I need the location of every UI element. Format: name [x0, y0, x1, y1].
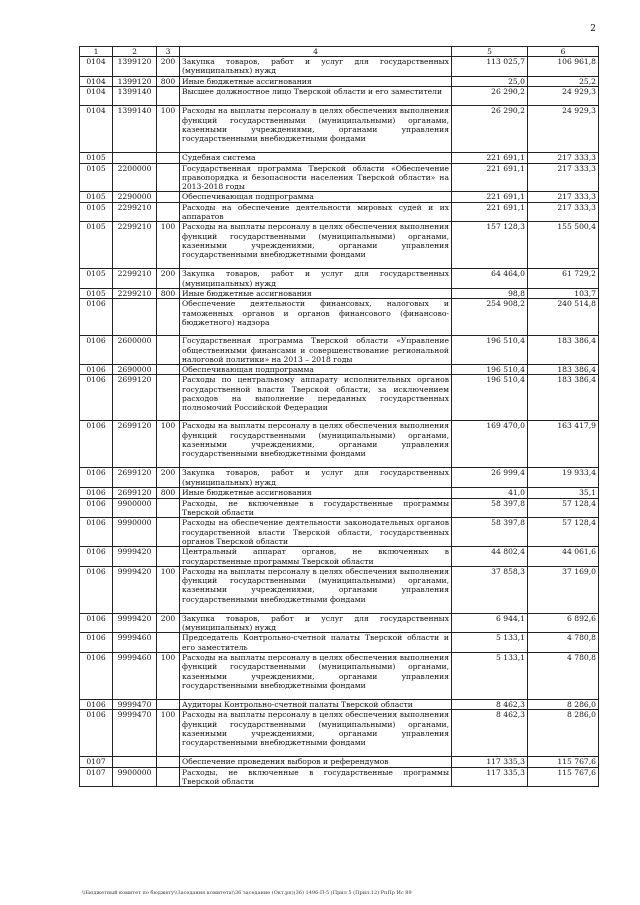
cell-target-code: 2699120: [113, 468, 157, 488]
cell-amount-planned: 157 128,3: [452, 222, 528, 269]
cell-amount-planned: 221 691,1: [452, 153, 528, 163]
cell-target-code: 2690000: [113, 365, 157, 375]
table-row: [80, 653, 599, 700]
cell-description: Расходы на обеспечение деятельности мировых судей и их аппаратов: [180, 202, 452, 222]
cell-amount-planned: 98,8: [452, 288, 528, 298]
cell-target-code: 1399140: [113, 87, 157, 106]
cell-expense-type: 100: [157, 421, 180, 468]
table-row: [80, 106, 599, 153]
cell-amount-planned: 169 470,0: [452, 421, 528, 468]
cell-amount-planned: 196 510,4: [452, 375, 528, 421]
cell-amount-planned: 196 510,4: [452, 365, 528, 375]
table-row: [80, 192, 599, 202]
table-row: [80, 488, 599, 498]
cell-target-code: 9999420: [113, 613, 157, 633]
cell-expense-type: [157, 633, 180, 653]
cell-amount-planned: 58 397,8: [452, 498, 528, 518]
cell-amount-planned: 8 462,3: [452, 710, 528, 757]
cell-description: Иные бюджетные ассигнования: [180, 288, 452, 298]
cell-expense-type: [157, 757, 180, 767]
cell-description: Обеспечение деятельности финансовых, налоговых и таможенных органов и органов финансового (финансово-бюджетного) надзора: [180, 299, 452, 336]
cell-description: Расходы на выплаты персоналу в целях обеспечения выполнения функций государственными (муниципальными) органами, казенными учреждениями, органами управления государственными внебюджетными фондами: [180, 566, 452, 613]
cell-section-code: 0107: [80, 767, 113, 787]
cell-section-code: 0106: [80, 518, 113, 547]
cell-target-code: 1399120: [113, 77, 157, 87]
cell-section-code: 0107: [80, 757, 113, 767]
table-row: [80, 163, 599, 192]
cell-amount-planned: 26 999,4: [452, 468, 528, 488]
cell-amount-executed: 217 333,3: [528, 153, 599, 163]
cell-section-code: 0106: [80, 653, 113, 700]
cell-amount-planned: 64 464,0: [452, 269, 528, 289]
cell-expense-type: [157, 163, 180, 192]
cell-target-code: 9999460: [113, 653, 157, 700]
cell-expense-type: 200: [157, 57, 180, 77]
cell-description: Расходы на выплаты персоналу в целях обеспечения выполнения функций государственными (муниципальными) органами, казенными учреждениями, органами управления государственными внебюджетными фондами: [180, 710, 452, 757]
cell-description: Расходы на выплаты персоналу в целях обеспечения выполнения функций государственными (муниципальными) органами, казенными учреждениями, органами управления государственными внебюджетными фондами: [180, 653, 452, 700]
cell-description: Государственная программа Тверской области «Обеспечение правопорядка и безопасности населения Тверской области» на 2013-2018 годы: [180, 163, 452, 192]
cell-amount-executed: 115 767,6: [528, 767, 599, 787]
cell-description: Расходы на выплаты персоналу в целях обеспечения выполнения функций государственными (муниципальными) органами, казенными учреждениями, органами управления государственными внебюджетными фондами: [180, 222, 452, 269]
cell-amount-executed: 183 386,4: [528, 375, 599, 421]
cell-amount-planned: 117 335,3: [452, 757, 528, 767]
cell-description: Закупка товаров, работ и услуг для государственных (муниципальных) нужд: [180, 613, 452, 633]
cell-amount-planned: 41,0: [452, 488, 528, 498]
cell-section-code: 0106: [80, 710, 113, 757]
cell-description: Обеспечивающая подпрограмма: [180, 192, 452, 202]
cell-expense-type: 800: [157, 77, 180, 87]
cell-section-code: 0106: [80, 613, 113, 633]
cell-expense-type: [157, 336, 180, 365]
cell-expense-type: 100: [157, 710, 180, 757]
cell-expense-type: [157, 375, 180, 421]
cell-expense-type: [157, 767, 180, 787]
cell-description: Центральный аппарат органов, не включенных в государственные программы Тверской области: [180, 547, 452, 567]
cell-section-code: 0104: [80, 77, 113, 87]
cell-target-code: 9999420: [113, 566, 157, 613]
table-row: [80, 613, 599, 633]
cell-amount-executed: 4 780,8: [528, 653, 599, 700]
cell-target-code: 2290000: [113, 192, 157, 202]
cell-amount-executed: 103,7: [528, 288, 599, 298]
cell-section-code: 0106: [80, 468, 113, 488]
cell-description: Закупка товаров, работ и услуг для государственных (муниципальных) нужд: [180, 269, 452, 289]
cell-expense-type: [157, 192, 180, 202]
table-row: [80, 498, 599, 518]
table-row: [80, 57, 599, 77]
table-row: [80, 269, 599, 289]
header-col-4: 4: [180, 47, 452, 57]
cell-amount-planned: 37 858,3: [452, 566, 528, 613]
cell-description: Обеспечение проведения выборов и референдумов: [180, 757, 452, 767]
cell-amount-planned: 221 691,1: [452, 163, 528, 192]
cell-amount-planned: 221 691,1: [452, 192, 528, 202]
cell-amount-executed: 24 929,3: [528, 106, 599, 153]
cell-amount-planned: 5 133,1: [452, 653, 528, 700]
cell-amount-executed: 106 961,8: [528, 57, 599, 77]
cell-section-code: 0106: [80, 547, 113, 567]
cell-amount-executed: 115 767,6: [528, 757, 599, 767]
table-row: [80, 336, 599, 365]
cell-target-code: 2600000: [113, 336, 157, 365]
cell-section-code: 0105: [80, 163, 113, 192]
cell-section-code: 0104: [80, 57, 113, 77]
table-row: [80, 222, 599, 269]
cell-amount-planned: 8 462,3: [452, 700, 528, 710]
cell-target-code: 9999420: [113, 547, 157, 567]
cell-section-code: 0105: [80, 222, 113, 269]
table-row: [80, 87, 599, 106]
table-row: [80, 518, 599, 547]
cell-amount-executed: 19 933,4: [528, 468, 599, 488]
cell-amount-executed: 183 386,4: [528, 336, 599, 365]
cell-section-code: 0105: [80, 202, 113, 222]
cell-amount-executed: 57 128,4: [528, 498, 599, 518]
cell-target-code: 1399140: [113, 106, 157, 153]
cell-target-code: 9999470: [113, 700, 157, 710]
header-col-1: 1: [80, 47, 113, 57]
table-row: [80, 365, 599, 375]
cell-description: Расходы, не включенные в государственные программы Тверской области: [180, 498, 452, 518]
cell-description: Расходы, не включенные в государственные программы Тверской области: [180, 767, 452, 787]
cell-section-code: 0106: [80, 488, 113, 498]
cell-amount-executed: 8 286,0: [528, 710, 599, 757]
cell-target-code: 2699120: [113, 488, 157, 498]
table-row: [80, 77, 599, 87]
header-col-6: 6: [528, 47, 599, 57]
cell-expense-type: [157, 547, 180, 567]
cell-section-code: 0106: [80, 498, 113, 518]
cell-amount-planned: 5 133,1: [452, 633, 528, 653]
cell-description: Расходы на выплаты персоналу в целях обеспечения выполнения функций государственными (муниципальными) органами, казенными учреждениями, органами управления государственными внебюджетными фондами: [180, 421, 452, 468]
cell-expense-type: 200: [157, 613, 180, 633]
cell-expense-type: 100: [157, 653, 180, 700]
cell-section-code: 0106: [80, 365, 113, 375]
header-col-3: 3: [157, 47, 180, 57]
cell-amount-executed: 155 500,4: [528, 222, 599, 269]
cell-description: Аудиторы Контрольно-счетной палаты Тверской области: [180, 700, 452, 710]
cell-expense-type: 100: [157, 106, 180, 153]
cell-amount-executed: 35,1: [528, 488, 599, 498]
cell-amount-executed: 217 333,3: [528, 163, 599, 192]
table-row: [80, 153, 599, 163]
cell-expense-type: [157, 365, 180, 375]
footer-path: \\Бюджетный комитет по бюджету\\Заседания комитета\\36 заседание (Окт.рп)(36) 1496-П-5 (Прил 5 (Прил.12) РпПр Ис 89: [82, 890, 412, 896]
cell-expense-type: 100: [157, 222, 180, 269]
table-body: [80, 57, 599, 787]
cell-expense-type: 800: [157, 288, 180, 298]
header-col-2: 2: [113, 47, 157, 57]
cell-expense-type: [157, 153, 180, 163]
cell-amount-planned: 44 802,4: [452, 547, 528, 567]
header-col-5: 5: [452, 47, 528, 57]
cell-amount-executed: 4 780,8: [528, 633, 599, 653]
cell-amount-planned: 117 335,3: [452, 767, 528, 787]
cell-expense-type: [157, 700, 180, 710]
cell-amount-executed: 61 729,2: [528, 269, 599, 289]
cell-target-code: 2299210: [113, 202, 157, 222]
cell-expense-type: [157, 498, 180, 518]
cell-section-code: 0105: [80, 192, 113, 202]
cell-section-code: 0104: [80, 106, 113, 153]
cell-section-code: 0105: [80, 153, 113, 163]
cell-amount-executed: 217 333,3: [528, 202, 599, 222]
cell-amount-executed: 6 892,6: [528, 613, 599, 633]
cell-description: Закупка товаров, работ и услуг для государственных (муниципальных) нужд: [180, 468, 452, 488]
table-row: [80, 202, 599, 222]
cell-target-code: 2200000: [113, 163, 157, 192]
cell-target-code: [113, 757, 157, 767]
table-row: [80, 375, 599, 421]
cell-amount-planned: 221 691,1: [452, 202, 528, 222]
cell-expense-type: [157, 87, 180, 106]
cell-section-code: 0106: [80, 299, 113, 336]
cell-section-code: 0106: [80, 700, 113, 710]
cell-target-code: 1399120: [113, 57, 157, 77]
cell-section-code: 0106: [80, 633, 113, 653]
cell-target-code: 9990000: [113, 518, 157, 547]
cell-description: Судебная система: [180, 153, 452, 163]
cell-description: Расходы на обеспечение деятельности законодательных органов государственной власти Тверской области, государственных органов Тверской области: [180, 518, 452, 547]
cell-section-code: 0106: [80, 375, 113, 421]
cell-amount-executed: 24 929,3: [528, 87, 599, 106]
cell-amount-executed: 240 514,8: [528, 299, 599, 336]
cell-section-code: 0106: [80, 336, 113, 365]
cell-expense-type: 800: [157, 488, 180, 498]
table-row: [80, 700, 599, 710]
cell-amount-executed: 183 386,4: [528, 365, 599, 375]
cell-target-code: 9999470: [113, 710, 157, 757]
cell-target-code: 2299210: [113, 222, 157, 269]
cell-amount-executed: 44 061,6: [528, 547, 599, 567]
cell-amount-executed: 57 128,4: [528, 518, 599, 547]
cell-target-code: 2699120: [113, 375, 157, 421]
cell-section-code: 0106: [80, 421, 113, 468]
table-row: [80, 547, 599, 567]
cell-target-code: 2699120: [113, 421, 157, 468]
cell-target-code: 9999460: [113, 633, 157, 653]
cell-description: Обеспечивающая подпрограмма: [180, 365, 452, 375]
cell-target-code: 9900000: [113, 767, 157, 787]
cell-amount-planned: 58 397,8: [452, 518, 528, 547]
cell-description: Государственная программа Тверской области «Управление общественными финансами и совершенствование региональной налоговой политики» на 2013 – 2018 годы: [180, 336, 452, 365]
table-row: [80, 566, 599, 613]
cell-expense-type: [157, 518, 180, 547]
cell-target-code: 9900000: [113, 498, 157, 518]
cell-amount-executed: 37 169,0: [528, 566, 599, 613]
cell-amount-planned: 254 908,2: [452, 299, 528, 336]
cell-amount-planned: 6 944,1: [452, 613, 528, 633]
cell-amount-planned: 25,0: [452, 77, 528, 87]
cell-expense-type: 200: [157, 269, 180, 289]
budget-table: [79, 46, 599, 787]
cell-target-code: 2299210: [113, 288, 157, 298]
table-row: [80, 710, 599, 757]
cell-amount-planned: 196 510,4: [452, 336, 528, 365]
table-row: [80, 421, 599, 468]
table-row: [80, 288, 599, 298]
table-row: [80, 767, 599, 787]
cell-expense-type: [157, 202, 180, 222]
cell-description: Иные бюджетные ассигнования: [180, 77, 452, 87]
table-row: [80, 633, 599, 653]
cell-target-code: 2299210: [113, 269, 157, 289]
cell-expense-type: 200: [157, 468, 180, 488]
cell-description: Председатель Контрольно-счетной палаты Тверской области и его заместитель: [180, 633, 452, 653]
cell-section-code: 0105: [80, 269, 113, 289]
cell-section-code: 0105: [80, 288, 113, 298]
table-row: [80, 299, 599, 336]
cell-amount-planned: 26 290,2: [452, 87, 528, 106]
cell-section-code: 0106: [80, 566, 113, 613]
cell-description: Высшее должностное лицо Тверской области и его заместители: [180, 87, 452, 106]
cell-amount-executed: 163 417,9: [528, 421, 599, 468]
table-row: [80, 757, 599, 767]
cell-amount-executed: 217 333,3: [528, 192, 599, 202]
cell-description: Иные бюджетные ассигнования: [180, 488, 452, 498]
cell-amount-executed: 25,2: [528, 77, 599, 87]
table-row: [80, 468, 599, 488]
cell-expense-type: [157, 299, 180, 336]
page-number: 2: [590, 24, 596, 34]
cell-description: Закупка товаров, работ и услуг для государственных (муниципальных) нужд: [180, 57, 452, 77]
cell-amount-executed: 8 286,0: [528, 700, 599, 710]
cell-amount-planned: 26 290,2: [452, 106, 528, 153]
table-header-row: [80, 47, 599, 57]
cell-section-code: 0104: [80, 87, 113, 106]
cell-target-code: [113, 299, 157, 336]
cell-expense-type: 100: [157, 566, 180, 613]
cell-amount-planned: 113 025,7: [452, 57, 528, 77]
cell-description: Расходы на выплаты персоналу в целях обеспечения выполнения функций государственными (муниципальными) органами, казенными учреждениями, органами управления государственными внебюджетными фондами: [180, 106, 452, 153]
cell-target-code: [113, 153, 157, 163]
cell-description: Расходы по центральному аппарату исполнительных органов государственной власти Тверской области, за исключением расходов на выполнение переданных государственных полномочий Российской Федерации: [180, 375, 452, 421]
